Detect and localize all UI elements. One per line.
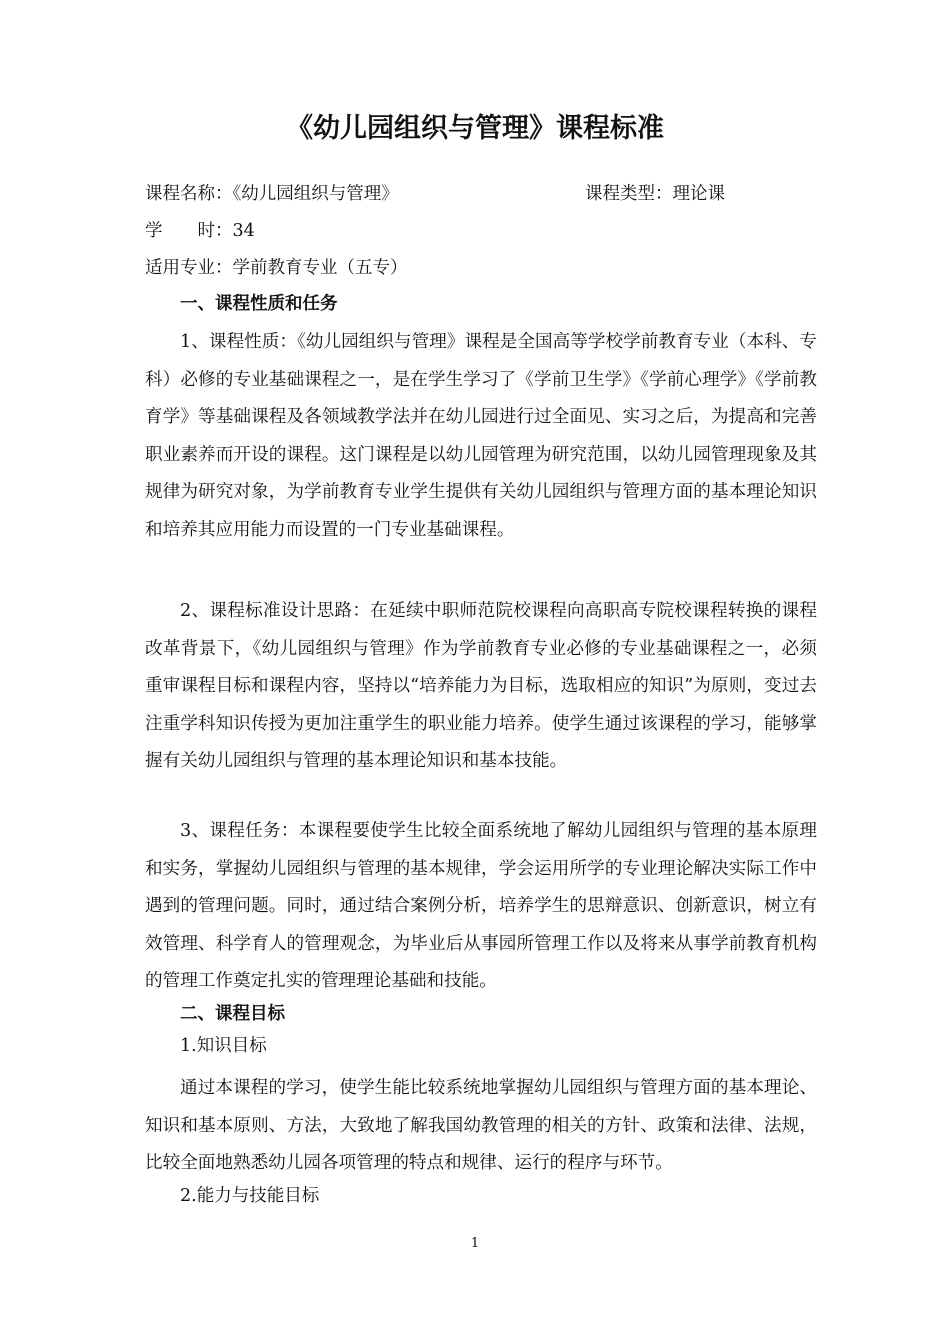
document-title: 《幼儿园组织与管理》课程标准	[286, 113, 664, 144]
course-name-row	[145, 182, 399, 206]
design-idea-paragraph: 2、课程标准设计思路：在延续中职师范院校课程向高职高专院校课程转换的课程改革背景下，《幼儿园组织与管理》作为学前教育专业必修的专业基础课程之一，必须重审课程目标和课程内容，坚持以“培养能力为目标，选取相应的知识”为原则，变过去注重学科知识传授为更加注重学生的职业能力培养。使学生通过该课程的学习，能够掌握有关幼儿园组织与管理的基本理论知识和基本技能。	[145, 601, 817, 771]
section2-heading: 二、课程目标	[180, 1004, 285, 1024]
knowledge-goal-subheading: 1.知识目标	[180, 1036, 267, 1056]
major-label: 适用专业：	[145, 258, 233, 278]
knowledge-goal-paragraph: 通过本课程的学习，使学生能比较系统地掌握幼儿园组织与管理方面的基本理论、知识和基本原则、方法，大致地了解我国幼教管理的相关的方针、政策和法律、法规，比较全面地熟悉幼儿园各项管理的特点和规律、运行的程序与环节。	[145, 1078, 817, 1173]
section1-heading: 一、课程性质和任务	[180, 294, 338, 314]
major-value: 学前教育专业（五专）	[232, 258, 408, 278]
course-type-label: 课程类型：	[585, 184, 673, 204]
course-task-paragraph: 3、课程任务：本课程要使学生比较全面系统地了解幼儿园组织与管理的基本原理和实务，掌握幼儿园组织与管理的基本规律，学会运用所学的专业理论解决实际工作中遇到的管理问题。同时，通过结合案例分析，培养学生的思辩意识、创新意识，树立有效管理、科学育人的管理观念，为毕业后从事园所管理工作以及将来从事学前教育机构的管理工作奠定扎实的管理理论基础和技能。	[145, 821, 817, 991]
ability-goal-subheading: 2.能力与技能目标	[180, 1186, 320, 1206]
hours-value: 34	[232, 221, 255, 241]
hours-row	[145, 219, 255, 243]
course-type-row	[585, 182, 725, 206]
course-name-value: 《幼儿园组织与管理》	[232, 184, 399, 204]
course-name-label: 课程名称：	[145, 184, 233, 204]
page-number: 1	[470, 1236, 480, 1251]
hours-label: 学 时：	[145, 221, 233, 241]
course-nature-paragraph: 1、课程性质：《幼儿园组织与管理》课程是全国高等学校学前教育专业（本科、专科）必修的专业基础课程之一，是在学生学习了《学前卫生学》《学前心理学》《学前教育学》等基础课程及各领域教学法并在幼儿园进行过全面见、实习之后，为提高和完善职业素养而开设的课程。这门课程是以幼儿园管理为研究范围，以幼儿园管理现象及其规律为研究对象，为学前教育专业学生提供有关幼儿园组织与管理方面的基本理论知识和培养其应用能力而设置的一门专业基础课程。	[145, 332, 817, 540]
course-type-value: 理论课	[672, 184, 725, 204]
major-row	[145, 256, 408, 280]
